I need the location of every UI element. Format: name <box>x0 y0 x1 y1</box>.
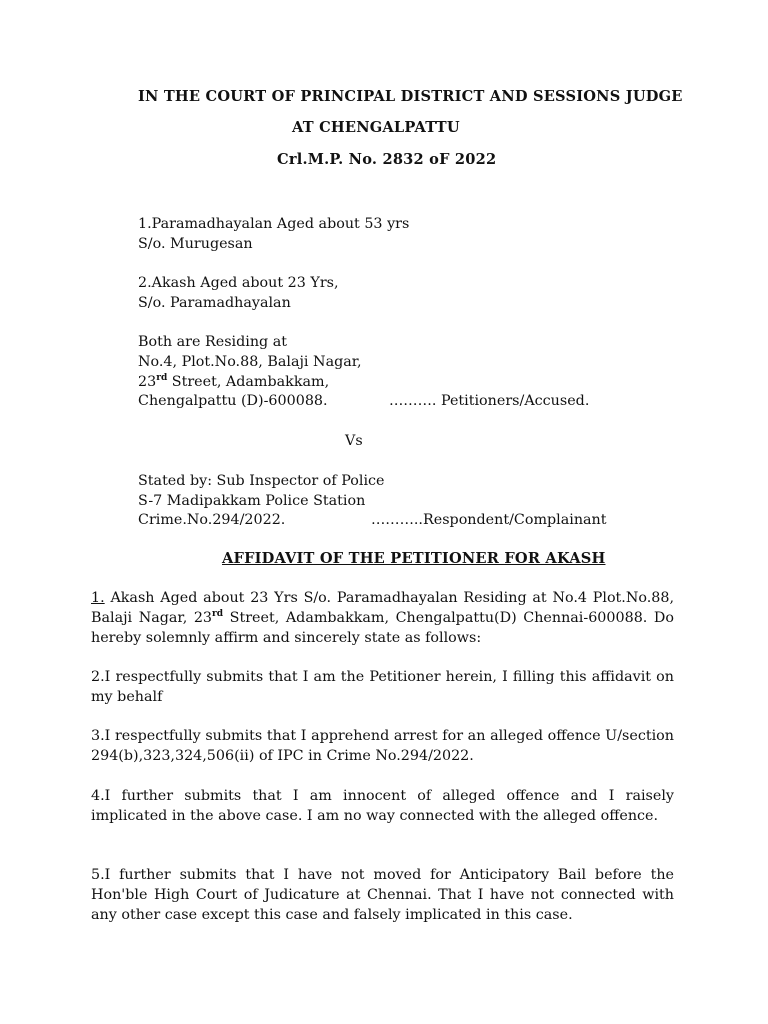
petitioner-2-name: 2.Akash Aged about 23 Yrs, <box>138 275 339 291</box>
address-line-3: Chengalpattu (D)-600088. <box>138 393 328 409</box>
petitioner-1-parent: S/o. Murugesan <box>138 236 253 252</box>
paragraph-5: 5.I further submits that I have not moved for Anticipatory Bail before the Hon'ble High Court of Judicature at Chennai. That I have not connected with any other case except this case and falsely implicated in this case. <box>91 867 674 923</box>
case-number: Crl.M.P. No. 2832 oF 2022 <box>277 151 497 168</box>
respondent-line-1: Stated by: Sub Inspector of Police <box>138 473 385 489</box>
versus: Vs <box>345 433 363 449</box>
respondent-line-2: S-7 Madipakkam Police Station <box>138 493 366 509</box>
petitioners-role: ………. Petitioners/Accused. <box>389 393 590 409</box>
respondent-role: ………..Respondent/Complainant <box>371 512 607 528</box>
petitioner-1-name: 1.Paramadhayalan Aged about 53 yrs <box>138 216 410 232</box>
paragraph-4: 4.I further submits that I am innocent of alleged offence and I raisely implicated in the above case. I am no way connected with the alleged offence. <box>91 788 674 824</box>
address-intro: Both are Residing at <box>138 334 288 350</box>
address-line-1: No.4, Plot.No.88, Balaji Nagar, <box>138 354 362 370</box>
paragraph-1: 1. Akash Aged about 23 Yrs S/o. Paramadhayalan Residing at No.4 Plot.No.88, Balaji Nagar, 23rd Street, Adambakkam, Chengalpattu(D) Chennai-600088. Do hereby solemnly affirm and sincerely state as follows: <box>91 590 674 646</box>
respondent-crime-no: Crime.No.294/2022. <box>138 512 286 528</box>
petitioner-2-parent: S/o. Paramadhayalan <box>138 295 291 311</box>
paragraph-2: 2.I respectfully submits that I am the Petitioner herein, I filling this affidavit on my behalf <box>91 669 674 705</box>
court-heading: IN THE COURT OF PRINCIPAL DISTRICT AND SESSIONS JUDGE <box>138 88 683 105</box>
paragraph-3: 3.I respectfully submits that I apprehend arrest for an alleged offence U/section 294(b),323,324,506(ii) of IPC in Crime No.294/2022. <box>91 728 674 764</box>
court-place: AT CHENGALPATTU <box>292 119 460 136</box>
affidavit-title: AFFIDAVIT OF THE PETITIONER FOR AKASH <box>222 550 606 567</box>
address-line-2: 23rd Street, Adambakkam, <box>138 373 330 390</box>
